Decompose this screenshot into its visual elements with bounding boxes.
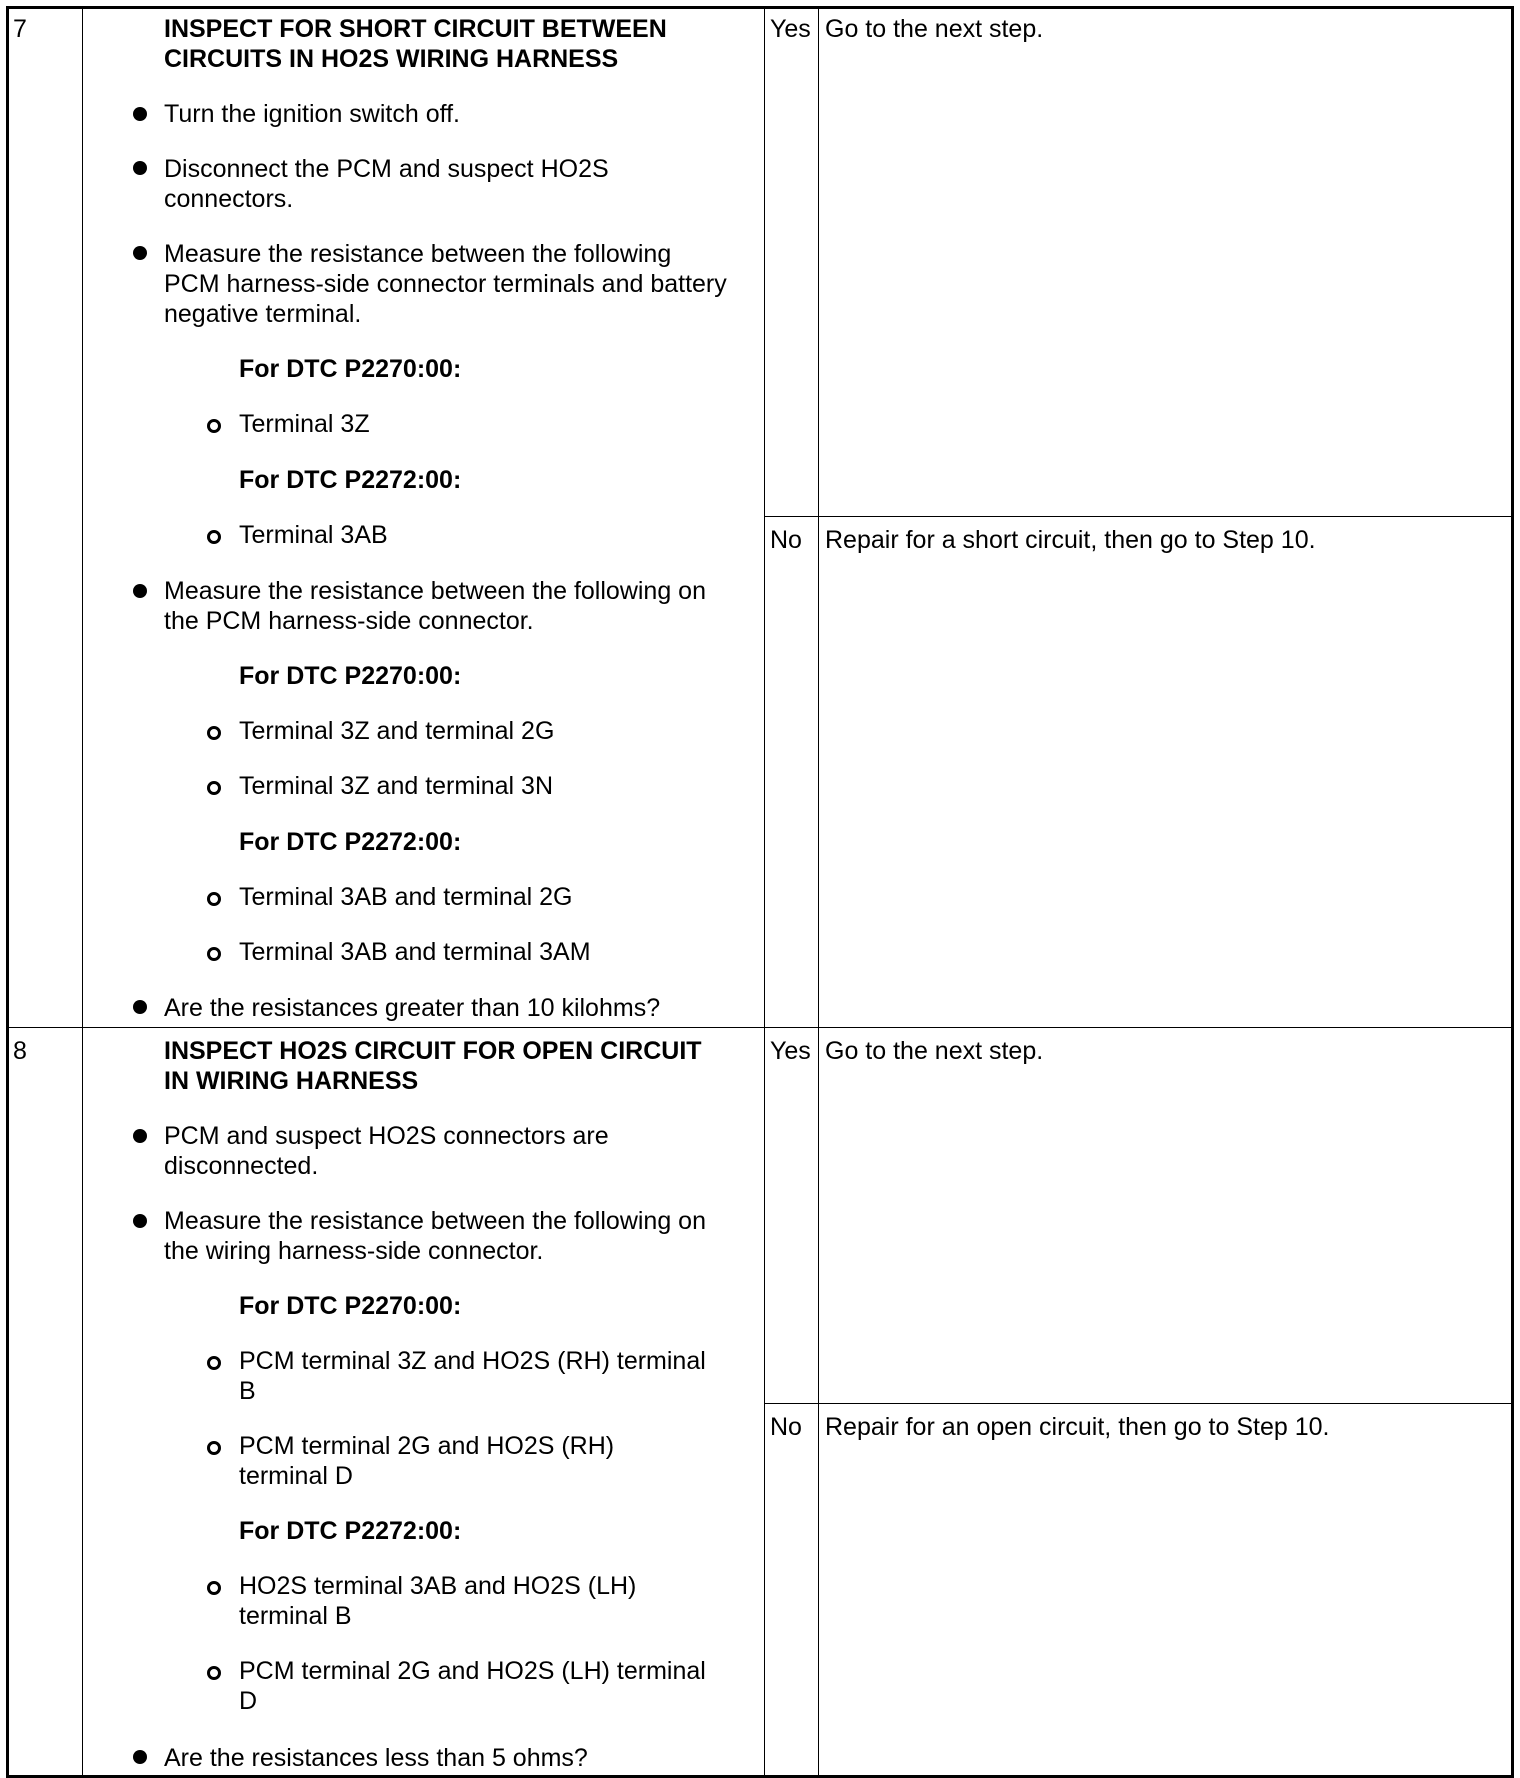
bullet-icon [133,107,147,121]
step-title: INSPECT FOR SHORT CIRCUIT BETWEEN [164,15,667,43]
terminal-item: Terminal 3AB and terminal 3AM [239,938,591,966]
bullet-icon [133,584,147,598]
circle-bullet-icon [207,892,221,906]
check-item: Measure the resistance between the following [164,240,672,268]
check-item: Measure the resistance between the following on [164,577,706,605]
dtc-subheading: For DTC P2272:00: [239,1517,462,1545]
terminal-item: Terminal 3AB and terminal 2G [239,883,573,911]
result-no-action: Repair for a short circuit, then go to Step 10. [825,526,1316,554]
check-item: Measure the resistance between the following on [164,1207,706,1235]
check-item: the PCM harness-side connector. [164,607,534,635]
dtc-subheading: For DTC P2270:00: [239,662,462,690]
check-item: Disconnect the PCM and suspect HO2S [164,155,609,183]
circle-bullet-icon [207,530,221,544]
step-number: 8 [13,1037,27,1065]
row-divider-step [7,1027,1513,1028]
check-item: Turn the ignition switch off. [164,100,460,128]
terminal-item: terminal D [239,1462,353,1490]
row-divider-step7-yes-no [764,516,1513,517]
dtc-subheading: For DTC P2272:00: [239,466,462,494]
circle-bullet-icon [207,726,221,740]
result-yes-action: Go to the next step. [825,1037,1044,1065]
dtc-subheading: For DTC P2270:00: [239,1292,462,1320]
terminal-item: PCM terminal 2G and HO2S (LH) terminal [239,1657,706,1685]
terminal-item: B [239,1377,256,1405]
circle-bullet-icon [207,419,221,433]
col-divider-action [818,7,819,1775]
col-divider-result [764,7,765,1775]
check-question: Are the resistances greater than 10 kilohms? [164,994,661,1022]
row-divider-step8-yes-no [764,1403,1513,1404]
step-title: IN WIRING HARNESS [164,1067,419,1095]
check-item: PCM harness-side connector terminals and battery [164,270,727,298]
check-question: Are the resistances less than 5 ohms? [164,1744,588,1772]
bullet-icon [133,1750,147,1764]
check-item: the wiring harness-side connector. [164,1237,544,1265]
circle-bullet-icon [207,947,221,961]
terminal-item: PCM terminal 3Z and HO2S (RH) terminal [239,1347,706,1375]
result-yes-label: Yes [770,15,811,43]
result-yes-action: Go to the next step. [825,15,1044,43]
step-title: INSPECT HO2S CIRCUIT FOR OPEN CIRCUIT [164,1037,702,1065]
circle-bullet-icon [207,781,221,795]
dtc-subheading: For DTC P2270:00: [239,355,462,383]
terminal-item: PCM terminal 2G and HO2S (RH) [239,1432,615,1460]
terminal-item: HO2S terminal 3AB and HO2S (LH) [239,1572,637,1600]
bullet-icon [133,1214,147,1228]
terminal-item: terminal B [239,1602,352,1630]
circle-bullet-icon [207,1666,221,1680]
check-item: connectors. [164,185,294,213]
dtc-subheading: For DTC P2272:00: [239,828,462,856]
result-no-label: No [770,1413,802,1441]
result-yes-label: Yes [770,1037,811,1065]
terminal-item: Terminal 3Z [239,410,370,438]
terminal-item: Terminal 3Z and terminal 3N [239,772,554,800]
circle-bullet-icon [207,1581,221,1595]
step-title: CIRCUITS IN HO2S WIRING HARNESS [164,45,619,73]
bullet-icon [133,1129,147,1143]
bullet-icon [133,161,147,175]
bullet-icon [133,246,147,260]
check-item: PCM and suspect HO2S connectors are [164,1122,609,1150]
result-no-action: Repair for an open circuit, then go to Step 10. [825,1413,1330,1441]
col-divider-number [82,7,83,1775]
check-item: negative terminal. [164,300,362,328]
circle-bullet-icon [207,1441,221,1455]
terminal-item: Terminal 3AB [239,521,388,549]
bullet-icon [133,1000,147,1014]
check-item: disconnected. [164,1152,319,1180]
result-no-label: No [770,526,802,554]
terminal-item: D [239,1687,258,1715]
terminal-item: Terminal 3Z and terminal 2G [239,717,555,745]
circle-bullet-icon [207,1356,221,1370]
step-number: 7 [13,15,27,43]
